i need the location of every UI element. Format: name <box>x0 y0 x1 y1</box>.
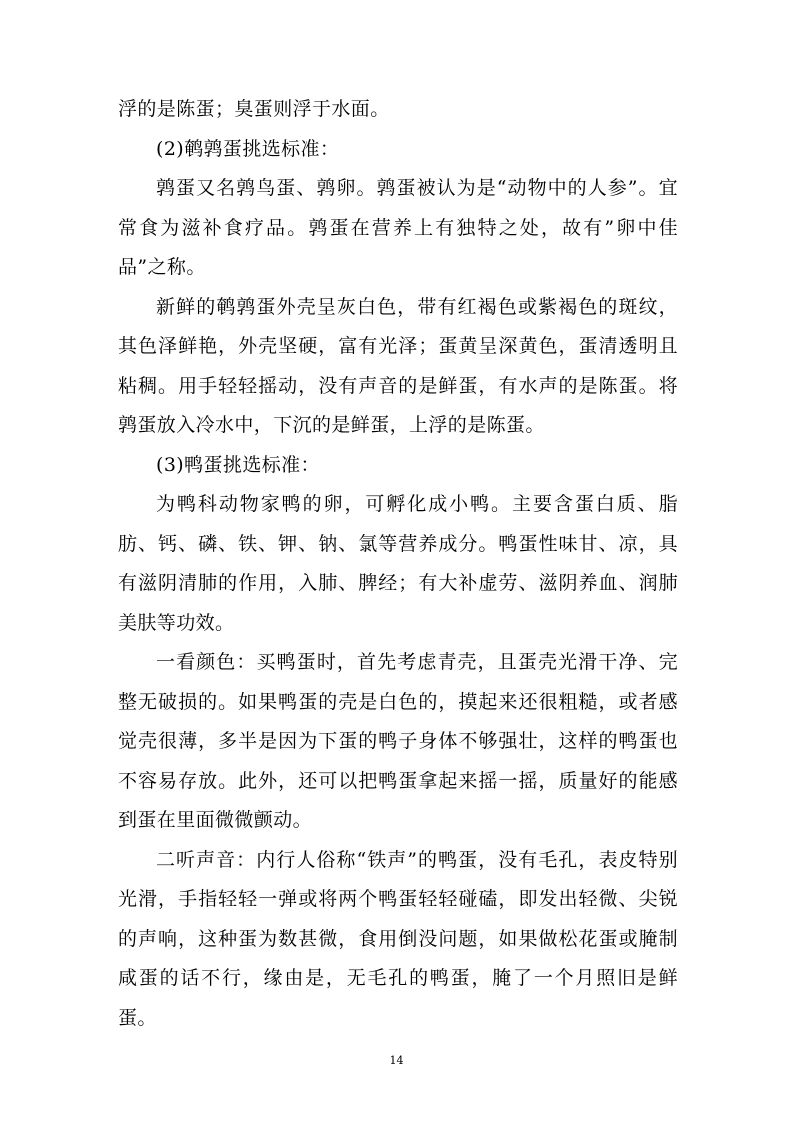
section-heading-quail-egg: (2)鹌鹑蛋挑选标准： <box>156 137 340 160</box>
document-body <box>118 90 678 1038</box>
page-number: 14 <box>389 1054 404 1067</box>
paragraph-duck-color: 一看颜色：买鸭蛋时，首先考虑青壳，且蛋壳光滑干净、完整无破损的。如果鸭蛋的壳是白色的，摸起来还很粗糙，或者感觉壳很薄，多半是因为下蛋的鸭子身体不够强壮，这样的鸭蛋也不容易存放。此外，还可以把鸭蛋拿起来摇一摇，质量好的能感到蛋在里面微微颤动。 <box>118 651 678 831</box>
paragraph-1: 浮的是陈蛋；臭蛋则浮于水面。 <box>118 98 390 120</box>
paragraph-duck-intro: 为鸭科动物家鸭的卵，可孵化成小鸭。主要含蛋白质、脂肪、钙、磷、铁、钾、钠、氯等营养成分。鸭蛋性味甘、凉，具有滋阴清肺的作用，入肺、脾经；有大补虚劳、滋阴养血、润肺美肤等功效。 <box>118 493 678 634</box>
paragraph-duck-sound: 二听声音：内行人俗称“铁声”的鸭蛋，没有毛孔，表皮特别光滑，手指轻轻一弹或将两个鸭蛋轻轻碰磕，即发出轻微、尖锐的声响，这种蛋为数甚微，食用倒没问题，如果做松花蛋或腌制咸蛋的话不行，缘由是，无毛孔的鸭蛋，腌了一个月照旧是鲜蛋。 <box>118 848 678 1029</box>
section-heading-duck-egg: (3)鸭蛋挑选标准： <box>156 453 320 476</box>
paragraph-quail-intro: 鹑蛋又名鹑鸟蛋、鹑卵。鹑蛋被认为是“动物中的人参”。宜常食为滋补食疗品。鹑蛋在营养上有独特之处，故有”卵中佳品”之称。 <box>118 177 678 278</box>
paragraph-quail-selection: 新鲜的鹌鹑蛋外壳呈灰白色，带有红褐色或紫褐色的斑纹，其色泽鲜艳，外壳坚硬，富有光泽；蛋黄呈深黄色，蛋清透明且粘稠。用手轻轻摇动，没有声音的是鲜蛋，有水声的是陈蛋。将鹑蛋放入冷水中，下沉的是鲜蛋，上浮的是陈蛋。 <box>118 295 678 436</box>
